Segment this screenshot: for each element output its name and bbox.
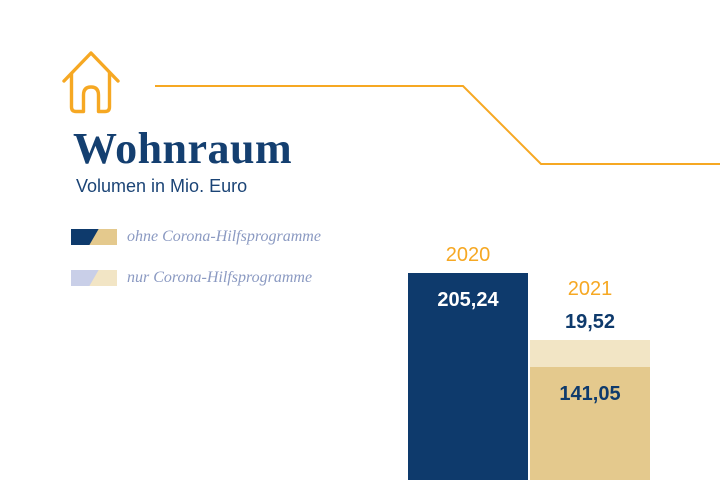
bar-2021-segment-nur-corona xyxy=(530,340,650,367)
legend-swatch-lavender-cream-icon xyxy=(71,270,117,286)
page-title: Wohnraum xyxy=(73,124,293,173)
bar-2021-stack xyxy=(530,340,650,480)
value-label-2021-ohne: 141,05 xyxy=(559,383,621,405)
legend-item-ohne-corona xyxy=(71,229,321,245)
legend-label: nur Corona-Hilfsprogramme xyxy=(127,269,313,286)
value-label-2021-corona: 19,52 xyxy=(564,311,616,333)
house-icon xyxy=(60,48,120,114)
category-label-2020: 2020 xyxy=(445,244,491,266)
category-label-2021: 2021 xyxy=(567,278,613,300)
legend-item-nur-corona xyxy=(71,270,312,286)
legend-swatch-navy-tan-icon xyxy=(71,229,117,245)
value-label-2020: 205,24 xyxy=(437,289,499,311)
chart-subtitle: Volumen in Mio. Euro xyxy=(76,176,248,196)
legend-label: ohne Corona-Hilfsprogramme xyxy=(127,228,321,245)
